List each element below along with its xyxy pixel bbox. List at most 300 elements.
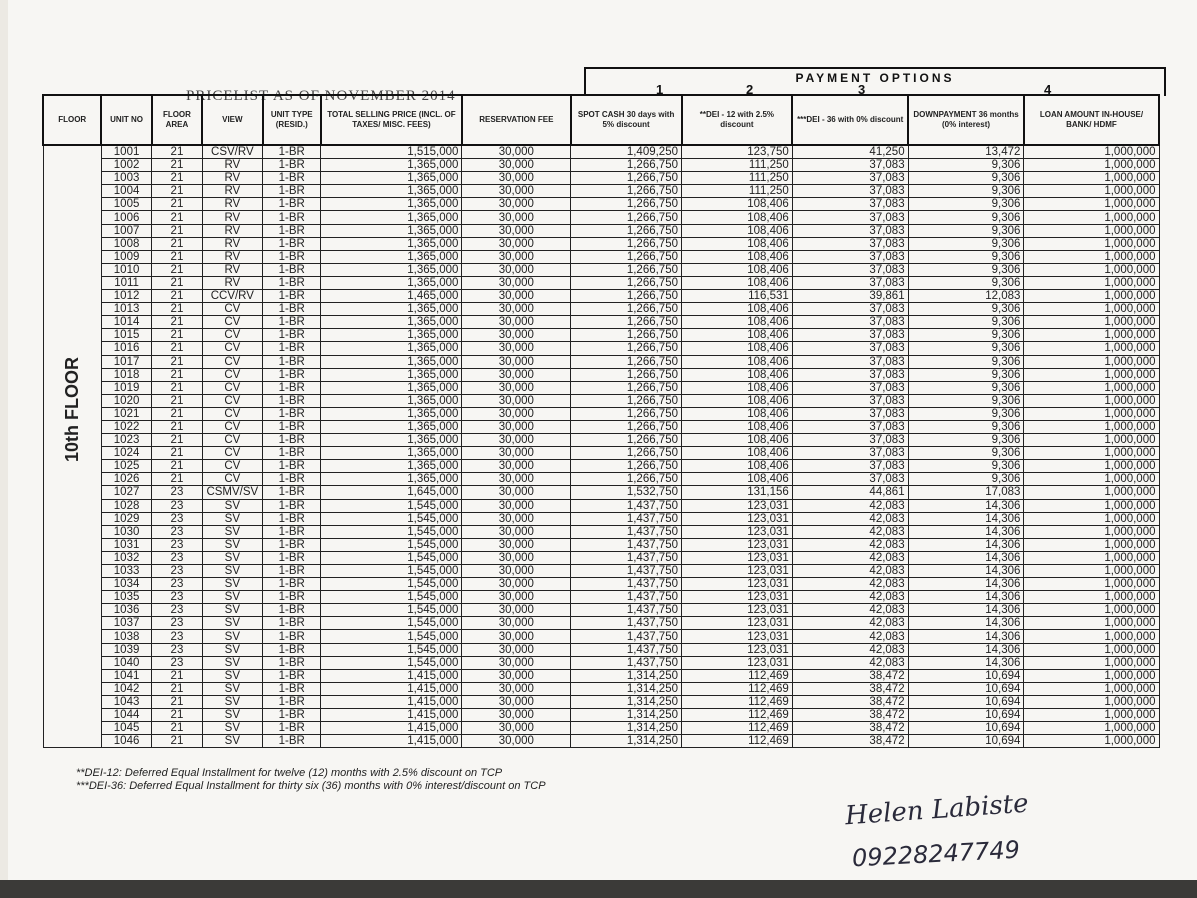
- cell-total-selling-price: 1,545,000: [321, 538, 462, 551]
- cell-floor-area: 21: [152, 263, 202, 276]
- cell-floor-area: 21: [152, 276, 202, 289]
- handwritten-name: Helen Labiste: [844, 788, 1030, 832]
- cell-dei-36: 37,083: [792, 434, 908, 447]
- cell-total-selling-price: 1,365,000: [321, 381, 462, 394]
- cell-dei-36: 37,083: [792, 185, 908, 198]
- cell-spot-cash: 1,266,750: [571, 172, 682, 185]
- cell-dei-36: 37,083: [792, 407, 908, 420]
- cell-unit-type: 1-BR: [263, 525, 321, 538]
- cell-dei-36: 37,083: [792, 224, 908, 237]
- header-dei-12: **DEI - 12 with 2.5% discount: [682, 95, 793, 145]
- cell-dei-12: 123,031: [682, 643, 793, 656]
- cell-reservation-fee: 30,000: [462, 460, 571, 473]
- cell-total-selling-price: 1,545,000: [321, 525, 462, 538]
- cell-spot-cash: 1,437,750: [571, 578, 682, 591]
- cell-loan-amount: 1,000,000: [1024, 709, 1159, 722]
- cell-unit-no: 1014: [101, 316, 151, 329]
- cell-loan-amount: 1,000,000: [1024, 578, 1159, 591]
- cell-spot-cash: 1,314,250: [571, 735, 682, 748]
- cell-dei-12: 108,406: [682, 224, 793, 237]
- cell-unit-type: 1-BR: [263, 499, 321, 512]
- cell-loan-amount: 1,000,000: [1024, 250, 1159, 263]
- cell-spot-cash: 1,266,750: [571, 329, 682, 342]
- cell-view: CV: [202, 303, 262, 316]
- cell-view: SV: [202, 525, 262, 538]
- cell-dei-36: 37,083: [792, 329, 908, 342]
- cell-total-selling-price: 1,545,000: [321, 656, 462, 669]
- cell-dei-12: 123,031: [682, 512, 793, 525]
- cell-unit-type: 1-BR: [263, 695, 321, 708]
- cell-unit-no: 1027: [101, 486, 151, 499]
- cell-spot-cash: 1,437,750: [571, 643, 682, 656]
- cell-downpayment: 13,472: [908, 145, 1024, 159]
- cell-unit-type: 1-BR: [263, 329, 321, 342]
- cell-spot-cash: 1,437,750: [571, 525, 682, 538]
- cell-floor-area: 23: [152, 499, 202, 512]
- cell-unit-type: 1-BR: [263, 224, 321, 237]
- cell-reservation-fee: 30,000: [462, 525, 571, 538]
- cell-view: CV: [202, 316, 262, 329]
- cell-unit-no: 1031: [101, 538, 151, 551]
- cell-loan-amount: 1,000,000: [1024, 460, 1159, 473]
- cell-loan-amount: 1,000,000: [1024, 185, 1159, 198]
- cell-dei-36: 37,083: [792, 276, 908, 289]
- cell-dei-12: 108,406: [682, 394, 793, 407]
- table-row: [43, 682, 1159, 695]
- cell-unit-type: 1-BR: [263, 303, 321, 316]
- cell-downpayment: 9,306: [908, 172, 1024, 185]
- cell-total-selling-price: 1,365,000: [321, 368, 462, 381]
- cell-total-selling-price: 1,365,000: [321, 447, 462, 460]
- cell-loan-amount: 1,000,000: [1024, 512, 1159, 525]
- cell-downpayment: 9,306: [908, 355, 1024, 368]
- cell-view: CV: [202, 434, 262, 447]
- cell-unit-type: 1-BR: [263, 434, 321, 447]
- cell-total-selling-price: 1,545,000: [321, 643, 462, 656]
- cell-view: RV: [202, 263, 262, 276]
- footnotes: [76, 767, 546, 793]
- cell-loan-amount: 1,000,000: [1024, 499, 1159, 512]
- cell-spot-cash: 1,266,750: [571, 316, 682, 329]
- cell-reservation-fee: 30,000: [462, 722, 571, 735]
- cell-loan-amount: 1,000,000: [1024, 669, 1159, 682]
- cell-unit-no: 1035: [101, 591, 151, 604]
- cell-spot-cash: 1,266,750: [571, 394, 682, 407]
- table-row: [43, 709, 1159, 722]
- cell-downpayment: 9,306: [908, 198, 1024, 211]
- cell-unit-type: 1-BR: [263, 565, 321, 578]
- cell-reservation-fee: 30,000: [462, 512, 571, 525]
- cell-unit-no: 1004: [101, 185, 151, 198]
- cell-floor-area: 21: [152, 342, 202, 355]
- cell-unit-type: 1-BR: [263, 407, 321, 420]
- cell-downpayment: 14,306: [908, 617, 1024, 630]
- header-row: [43, 95, 1159, 145]
- cell-unit-type: 1-BR: [263, 722, 321, 735]
- cell-downpayment: 9,306: [908, 434, 1024, 447]
- cell-view: SV: [202, 722, 262, 735]
- cell-unit-no: 1013: [101, 303, 151, 316]
- cell-downpayment: 9,306: [908, 276, 1024, 289]
- cell-dei-12: 123,031: [682, 565, 793, 578]
- cell-reservation-fee: 30,000: [462, 499, 571, 512]
- cell-downpayment: 14,306: [908, 565, 1024, 578]
- cell-dei-12: 112,469: [682, 695, 793, 708]
- cell-spot-cash: 1,266,750: [571, 276, 682, 289]
- cell-loan-amount: 1,000,000: [1024, 316, 1159, 329]
- cell-dei-36: 38,472: [792, 735, 908, 748]
- cell-view: SV: [202, 591, 262, 604]
- cell-unit-no: 1023: [101, 434, 151, 447]
- cell-dei-12: 108,406: [682, 342, 793, 355]
- cell-loan-amount: 1,000,000: [1024, 263, 1159, 276]
- cell-dei-12: 108,406: [682, 276, 793, 289]
- cell-unit-no: 1043: [101, 695, 151, 708]
- cell-dei-12: 108,406: [682, 473, 793, 486]
- cell-unit-type: 1-BR: [263, 486, 321, 499]
- cell-dei-36: 38,472: [792, 709, 908, 722]
- cell-reservation-fee: 30,000: [462, 355, 571, 368]
- cell-unit-no: 1008: [101, 237, 151, 250]
- cell-dei-12: 108,406: [682, 250, 793, 263]
- cell-floor-area: 23: [152, 617, 202, 630]
- cell-unit-no: 1030: [101, 525, 151, 538]
- cell-dei-36: 37,083: [792, 420, 908, 433]
- cell-spot-cash: 1,437,750: [571, 499, 682, 512]
- cell-unit-no: 1046: [101, 735, 151, 748]
- table-row: [43, 407, 1159, 420]
- cell-downpayment: 9,306: [908, 381, 1024, 394]
- table-row: [43, 551, 1159, 564]
- cell-dei-36: 42,083: [792, 499, 908, 512]
- cell-reservation-fee: 30,000: [462, 473, 571, 486]
- cell-total-selling-price: 1,415,000: [321, 709, 462, 722]
- cell-spot-cash: 1,266,750: [571, 290, 682, 303]
- cell-unit-type: 1-BR: [263, 591, 321, 604]
- cell-unit-no: 1019: [101, 381, 151, 394]
- cell-unit-no: 1012: [101, 290, 151, 303]
- cell-loan-amount: 1,000,000: [1024, 682, 1159, 695]
- table-row: [43, 695, 1159, 708]
- cell-dei-12: 131,156: [682, 486, 793, 499]
- cell-unit-type: 1-BR: [263, 394, 321, 407]
- table-row: [43, 512, 1159, 525]
- cell-dei-12: 108,406: [682, 198, 793, 211]
- cell-total-selling-price: 1,365,000: [321, 224, 462, 237]
- cell-unit-no: 1025: [101, 460, 151, 473]
- footnote-dei-12: **DEI-12: Deferred Equal Installment for twelve (12) months with 2.5% discount on TCP: [76, 767, 503, 779]
- cell-unit-type: 1-BR: [263, 447, 321, 460]
- cell-reservation-fee: 30,000: [462, 394, 571, 407]
- cell-dei-36: 42,083: [792, 565, 908, 578]
- table-row: [43, 735, 1159, 748]
- cell-view: CV: [202, 447, 262, 460]
- cell-dei-12: 108,406: [682, 303, 793, 316]
- table-row: [43, 224, 1159, 237]
- cell-view: SV: [202, 735, 262, 748]
- cell-view: SV: [202, 578, 262, 591]
- cell-unit-type: 1-BR: [263, 551, 321, 564]
- cell-dei-36: 42,083: [792, 630, 908, 643]
- cell-unit-type: 1-BR: [263, 145, 321, 159]
- cell-dei-12: 108,406: [682, 420, 793, 433]
- cell-unit-no: 1036: [101, 604, 151, 617]
- cell-reservation-fee: 30,000: [462, 303, 571, 316]
- cell-floor-area: 21: [152, 722, 202, 735]
- cell-dei-36: 41,250: [792, 145, 908, 159]
- cell-spot-cash: 1,266,750: [571, 198, 682, 211]
- cell-total-selling-price: 1,365,000: [321, 276, 462, 289]
- cell-floor-area: 23: [152, 551, 202, 564]
- cell-dei-12: 123,031: [682, 578, 793, 591]
- cell-floor-area: 21: [152, 329, 202, 342]
- cell-floor-area: 21: [152, 709, 202, 722]
- cell-spot-cash: 1,266,750: [571, 460, 682, 473]
- cell-dei-36: 37,083: [792, 473, 908, 486]
- cell-floor-area: 21: [152, 447, 202, 460]
- cell-floor-area: 23: [152, 643, 202, 656]
- cell-reservation-fee: 30,000: [462, 198, 571, 211]
- cell-unit-type: 1-BR: [263, 342, 321, 355]
- cell-reservation-fee: 30,000: [462, 695, 571, 708]
- table-row: [43, 342, 1159, 355]
- cell-floor-area: 21: [152, 473, 202, 486]
- cell-floor-area: 23: [152, 486, 202, 499]
- cell-unit-type: 1-BR: [263, 263, 321, 276]
- cell-unit-no: 1003: [101, 172, 151, 185]
- cell-loan-amount: 1,000,000: [1024, 695, 1159, 708]
- table-row: [43, 198, 1159, 211]
- cell-floor-area: 21: [152, 394, 202, 407]
- cell-unit-type: 1-BR: [263, 355, 321, 368]
- cell-dei-12: 108,406: [682, 316, 793, 329]
- cell-floor-area: 23: [152, 565, 202, 578]
- cell-unit-type: 1-BR: [263, 276, 321, 289]
- cell-reservation-fee: 30,000: [462, 447, 571, 460]
- cell-reservation-fee: 30,000: [462, 329, 571, 342]
- cell-floor-area: 23: [152, 578, 202, 591]
- cell-reservation-fee: 30,000: [462, 486, 571, 499]
- cell-view: CSV/RV: [202, 145, 262, 159]
- cell-total-selling-price: 1,515,000: [321, 145, 462, 159]
- cell-unit-type: 1-BR: [263, 381, 321, 394]
- cell-loan-amount: 1,000,000: [1024, 617, 1159, 630]
- cell-unit-no: 1024: [101, 447, 151, 460]
- cell-view: SV: [202, 551, 262, 564]
- cell-total-selling-price: 1,365,000: [321, 407, 462, 420]
- table-row: [43, 185, 1159, 198]
- table-row: [43, 211, 1159, 224]
- cell-unit-no: 1037: [101, 617, 151, 630]
- cell-view: SV: [202, 669, 262, 682]
- cell-unit-type: 1-BR: [263, 656, 321, 669]
- cell-reservation-fee: 30,000: [462, 669, 571, 682]
- header-dei-36: ***DEI - 36 with 0% discount: [792, 95, 908, 145]
- cell-total-selling-price: 1,415,000: [321, 722, 462, 735]
- cell-reservation-fee: 30,000: [462, 237, 571, 250]
- cell-floor-area: 23: [152, 512, 202, 525]
- cell-spot-cash: 1,266,750: [571, 211, 682, 224]
- cell-dei-12: 116,531: [682, 290, 793, 303]
- cell-reservation-fee: 30,000: [462, 420, 571, 433]
- cell-downpayment: 9,306: [908, 316, 1024, 329]
- cell-spot-cash: 1,437,750: [571, 591, 682, 604]
- cell-unit-no: 1002: [101, 159, 151, 172]
- cell-unit-no: 1042: [101, 682, 151, 695]
- header-unit-type: UNIT TYPE (RESID.): [263, 95, 321, 145]
- header-total-selling-price: TOTAL SELLING PRICE (INCL. OF TAXES/ MISC. FEES): [321, 95, 462, 145]
- cell-view: RV: [202, 276, 262, 289]
- cell-floor-area: 21: [152, 460, 202, 473]
- cell-spot-cash: 1,409,250: [571, 145, 682, 159]
- cell-floor-area: 21: [152, 669, 202, 682]
- cell-dei-36: 37,083: [792, 447, 908, 460]
- cell-downpayment: 14,306: [908, 512, 1024, 525]
- cell-loan-amount: 1,000,000: [1024, 368, 1159, 381]
- table-row: [43, 420, 1159, 433]
- cell-reservation-fee: 30,000: [462, 368, 571, 381]
- cell-view: RV: [202, 198, 262, 211]
- cell-downpayment: 10,694: [908, 682, 1024, 695]
- cell-view: CV: [202, 473, 262, 486]
- cell-loan-amount: 1,000,000: [1024, 145, 1159, 159]
- header-loan-amount: LOAN AMOUNT IN-HOUSE/ BANK/ HDMF: [1024, 95, 1159, 145]
- header-floor: FLOOR: [43, 95, 101, 145]
- cell-downpayment: 9,306: [908, 420, 1024, 433]
- cell-dei-36: 38,472: [792, 682, 908, 695]
- cell-dei-12: 123,031: [682, 656, 793, 669]
- cell-loan-amount: 1,000,000: [1024, 591, 1159, 604]
- cell-floor-area: 21: [152, 420, 202, 433]
- cell-dei-36: 37,083: [792, 316, 908, 329]
- cell-dei-12: 123,031: [682, 538, 793, 551]
- cell-floor-area: 21: [152, 211, 202, 224]
- cell-total-selling-price: 1,415,000: [321, 669, 462, 682]
- cell-total-selling-price: 1,365,000: [321, 237, 462, 250]
- cell-loan-amount: 1,000,000: [1024, 159, 1159, 172]
- cell-downpayment: 9,306: [908, 368, 1024, 381]
- cell-unit-type: 1-BR: [263, 420, 321, 433]
- cell-total-selling-price: 1,545,000: [321, 578, 462, 591]
- cell-floor-area: 23: [152, 538, 202, 551]
- table-row: [43, 656, 1159, 669]
- cell-total-selling-price: 1,415,000: [321, 735, 462, 748]
- cell-unit-type: 1-BR: [263, 578, 321, 591]
- table-row: [43, 381, 1159, 394]
- cell-loan-amount: 1,000,000: [1024, 551, 1159, 564]
- header-view: VIEW: [202, 95, 262, 145]
- table-row: [43, 145, 1159, 159]
- cell-unit-no: 1044: [101, 709, 151, 722]
- cell-reservation-fee: 30,000: [462, 342, 571, 355]
- cell-unit-type: 1-BR: [263, 368, 321, 381]
- cell-reservation-fee: 30,000: [462, 263, 571, 276]
- cell-unit-no: 1001: [101, 145, 151, 159]
- cell-downpayment: 10,694: [908, 695, 1024, 708]
- cell-total-selling-price: 1,545,000: [321, 551, 462, 564]
- cell-unit-no: 1010: [101, 263, 151, 276]
- cell-unit-type: 1-BR: [263, 237, 321, 250]
- cell-reservation-fee: 30,000: [462, 551, 571, 564]
- cell-downpayment: 9,306: [908, 159, 1024, 172]
- cell-view: CV: [202, 460, 262, 473]
- cell-loan-amount: 1,000,000: [1024, 643, 1159, 656]
- cell-spot-cash: 1,437,750: [571, 630, 682, 643]
- cell-spot-cash: 1,266,750: [571, 250, 682, 263]
- table-row: [43, 250, 1159, 263]
- cell-unit-no: 1045: [101, 722, 151, 735]
- cell-loan-amount: 1,000,000: [1024, 656, 1159, 669]
- cell-total-selling-price: 1,365,000: [321, 185, 462, 198]
- cell-floor-area: 23: [152, 525, 202, 538]
- cell-loan-amount: 1,000,000: [1024, 355, 1159, 368]
- payment-options-header: [584, 67, 1166, 96]
- cell-unit-no: 1021: [101, 407, 151, 420]
- cell-unit-type: 1-BR: [263, 473, 321, 486]
- cell-unit-no: 1028: [101, 499, 151, 512]
- cell-unit-no: 1018: [101, 368, 151, 381]
- cell-floor-area: 21: [152, 316, 202, 329]
- cell-unit-no: 1038: [101, 630, 151, 643]
- cell-total-selling-price: 1,415,000: [321, 695, 462, 708]
- cell-unit-no: 1007: [101, 224, 151, 237]
- cell-dei-36: 42,083: [792, 643, 908, 656]
- cell-reservation-fee: 30,000: [462, 172, 571, 185]
- payment-option-number: 2: [746, 82, 754, 97]
- cell-total-selling-price: 1,365,000: [321, 420, 462, 433]
- cell-downpayment: 12,083: [908, 290, 1024, 303]
- cell-dei-36: 37,083: [792, 172, 908, 185]
- cell-unit-type: 1-BR: [263, 198, 321, 211]
- cell-dei-36: 37,083: [792, 263, 908, 276]
- cell-view: RV: [202, 224, 262, 237]
- cell-dei-12: 108,406: [682, 263, 793, 276]
- cell-unit-type: 1-BR: [263, 316, 321, 329]
- cell-reservation-fee: 30,000: [462, 578, 571, 591]
- table-row: [43, 276, 1159, 289]
- cell-view: SV: [202, 512, 262, 525]
- cell-dei-12: 111,250: [682, 159, 793, 172]
- cell-dei-36: 37,083: [792, 394, 908, 407]
- cell-view: CV: [202, 329, 262, 342]
- cell-spot-cash: 1,437,750: [571, 617, 682, 630]
- handwritten-phone: 09228247749: [851, 835, 1021, 873]
- cell-reservation-fee: 30,000: [462, 565, 571, 578]
- pricelist-body: [43, 145, 1159, 748]
- cell-unit-type: 1-BR: [263, 669, 321, 682]
- cell-downpayment: 14,306: [908, 643, 1024, 656]
- pricelist-table: [42, 94, 1160, 748]
- cell-dei-36: 42,083: [792, 538, 908, 551]
- cell-total-selling-price: 1,545,000: [321, 512, 462, 525]
- table-row: [43, 525, 1159, 538]
- table-row: [43, 486, 1159, 499]
- cell-reservation-fee: 30,000: [462, 617, 571, 630]
- cell-dei-12: 123,031: [682, 604, 793, 617]
- cell-unit-type: 1-BR: [263, 682, 321, 695]
- cell-unit-no: 1015: [101, 329, 151, 342]
- cell-downpayment: 9,306: [908, 303, 1024, 316]
- cell-reservation-fee: 30,000: [462, 656, 571, 669]
- cell-loan-amount: 1,000,000: [1024, 290, 1159, 303]
- cell-dei-12: 123,750: [682, 145, 793, 159]
- cell-downpayment: 14,306: [908, 538, 1024, 551]
- cell-reservation-fee: 30,000: [462, 250, 571, 263]
- table-row: [43, 159, 1159, 172]
- cell-spot-cash: 1,314,250: [571, 695, 682, 708]
- cell-total-selling-price: 1,365,000: [321, 434, 462, 447]
- cell-spot-cash: 1,266,750: [571, 237, 682, 250]
